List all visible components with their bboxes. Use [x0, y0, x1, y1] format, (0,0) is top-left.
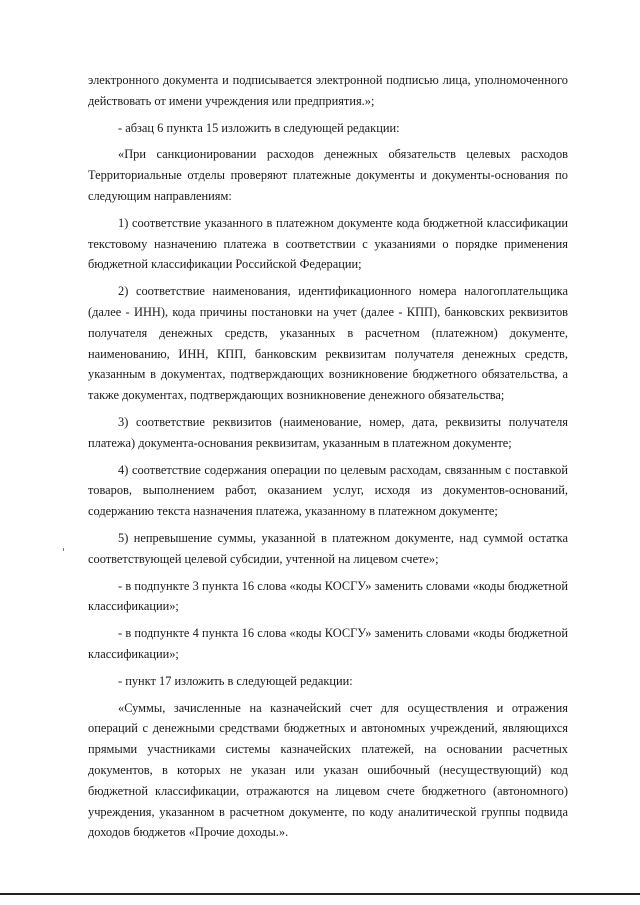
paragraph-item-2: 2) соответствие наименования, идентификационного номера налогоплательщика (далее - ИНН), кода причины постановки на учет (далее - КПП), банковских реквизитов получателя денежных средств, указанных в расчетном (платежном) документе, наименованию, ИНН, КПП, банковским реквизитам получателя денежных средств, указанным в документах, подтверждающих возникновение бюджетного обязательства, а также документах, подтверждающих возникновение денежного обязательства;: [88, 284, 568, 403]
paragraph-amendment-16-4: - в подпункте 4 пункта 16 слова «коды КОСГУ» заменить словами «коды бюджетной классификации»;: [88, 626, 568, 661]
paragraph-continuation: электронного документа и подписывается электронной подписью лица, уполномоченного действовать от имени учреждения или предприятия.»;: [88, 73, 568, 108]
paragraph-sums-text: «Суммы, зачисленные на казначейский счет для осуществления и отражения операций с денежными средствами бюджетных и автономных учреждений, являющихся прямыми участниками системы казначейских платежей, на основании расчетных документов, в которых не указан или указан ошибочный (несуществующий) код бюджетной классификации, отражаются на лицевом счете бюджетного (автономного) учреждения, указанном в расчетном документе, по коду аналитической группы подвида доходов бюджетов «Прочие доходы.».: [88, 700, 568, 840]
document-body: [88, 70, 568, 849]
paragraph-item-1: 1) соответствие указанного в платежном документе кода бюджетной классификации текстовому назначению платежа в соответствии с указаниями о порядке применения бюджетной классификации Российской Федерации;: [88, 215, 568, 272]
paragraph-item-3: 3) соответствие реквизитов (наименование, номер, дата, реквизиты получателя платежа) документа-основания реквизитам, указанным в платежном документе;: [88, 414, 568, 450]
paragraph-item-5: 5) непревышение суммы, указанной в платежном документе, над суммой остатка соответствующей целевой субсидии, учтенной на лицевом счете»;: [88, 530, 568, 566]
paragraph-item-4: 4) соответствие содержания операции по целевым расходам, связанным с поставкой товаров, выполнением работ, оказанием услуг, исходя из документов-оснований, содержанию текста назначения платежа, указанному в платежном документе;: [88, 462, 568, 519]
page-bottom-border: [0, 893, 640, 895]
scan-speck: [63, 548, 64, 551]
paragraph-amendment-15: - абзац 6 пункта 15 изложить в следующей редакции:: [118, 120, 400, 135]
paragraph-sanction-intro: «При санкционировании расходов денежных обязательств целевых расходов Территориальные отделы проверяют платежные документы и документы-основания по следующим направлениям:: [88, 147, 568, 203]
paragraph-amendment-16-3: - в подпункте 3 пункта 16 слова «коды КОСГУ» заменить словами «коды бюджетной классификации»;: [88, 578, 568, 614]
paragraph-amendment-17: - пункт 17 изложить в следующей редакции:: [118, 673, 353, 688]
